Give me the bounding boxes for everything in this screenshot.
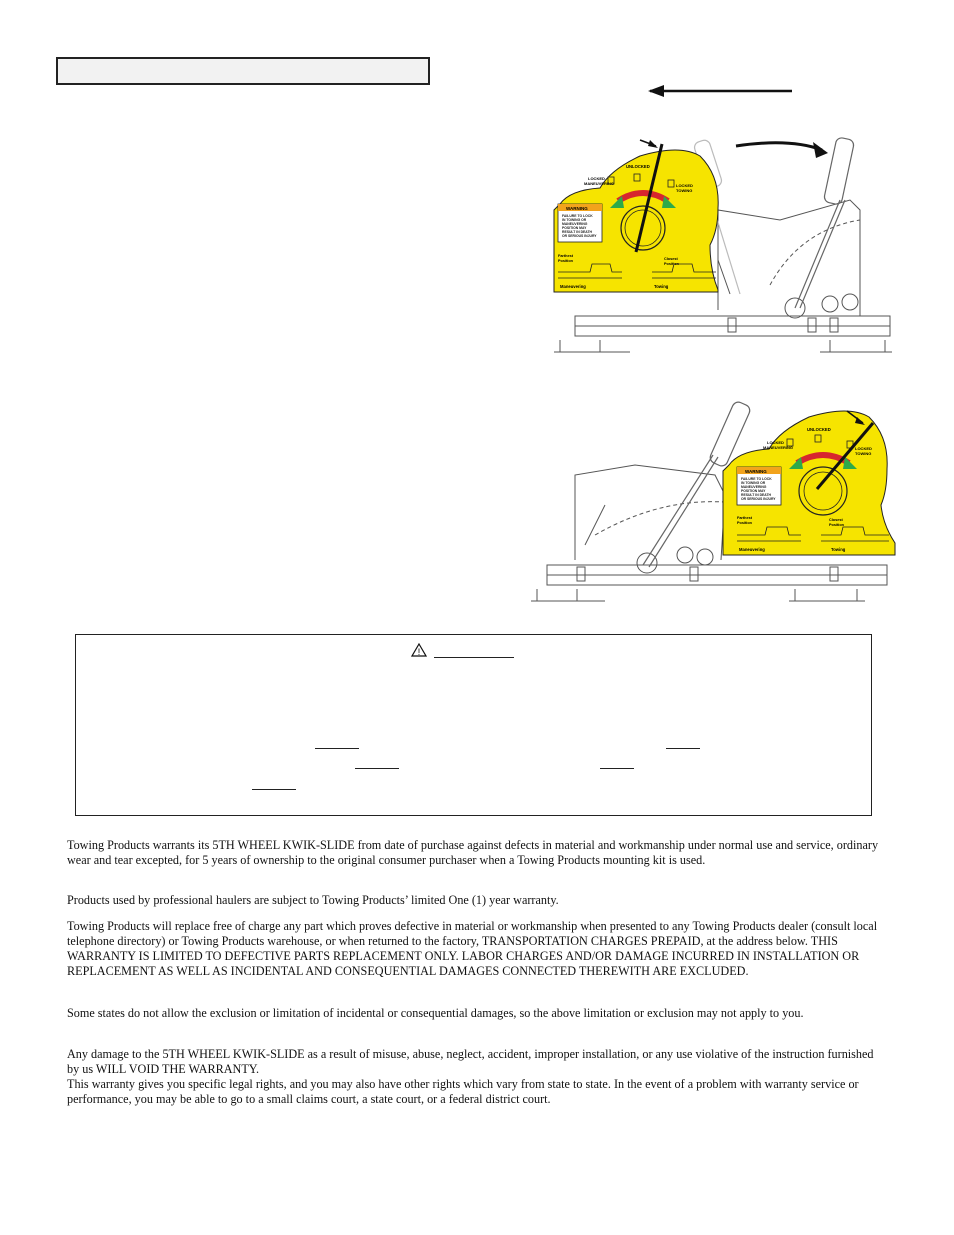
decal-locked-towing: TOWING	[676, 188, 693, 193]
decal-locked-towing: TOWING	[855, 451, 872, 456]
decal-locked-maneuvering: MANEUVERING	[584, 181, 615, 186]
decal-closest: Closest	[829, 518, 843, 522]
decal-closest: Position	[664, 262, 679, 266]
decal-locked-maneuvering: LOCKED	[588, 176, 605, 181]
decal-locked-maneuvering: MANEUVERING	[763, 445, 794, 450]
decal-warning-label: WARNING	[566, 206, 588, 211]
figure-maneuvering-position	[525, 395, 905, 615]
decal-warning-line: MANEUVERING	[741, 485, 767, 489]
warranty-paragraph: Products used by professional haulers are subject to Towing Products’ limited One (1) year warranty.	[67, 893, 559, 907]
decal-farthest: Position	[558, 259, 573, 263]
warranty-paragraph: Towing Products warrants its 5TH WHEEL KWIK-SLIDE from date of purchase against defects in material and workmanship under normal use and service, ordinary wear and tear excepted, for 5 years of ownership to the original consumer purchaser when a Towing Products mounting kit is used.	[67, 838, 879, 867]
decal-warning-line: RESULT IN DEATH	[562, 230, 593, 234]
decal-closest: Closest	[664, 257, 678, 261]
warranty-paragraph: This warranty gives you specific legal rights, and you may also have other rights which vary from state to state. In the event of a problem with warranty service or performance, you may be able to go to a small claims court, a state court, or a federal district court.	[67, 1077, 859, 1106]
warning-triangle-icon	[411, 643, 427, 657]
warranty-paragraph: Towing Products will replace free of charge any part which proves defective in material or workmanship when presented to any Towing Products dealer (consult local telephone directory) or Towing Products warehouse, or when returned to the factory, TRANSPORTATION CHARGES PREPAID, at the address below. THIS WARRANTY IS LIMITED TO DEFECTIVE PARTS REPLACEMENT ONLY. LABOR CHARGES AND/OR DAMAGE INCURRED IN INSTALLATION OR REPLACEMENT AS WELL AS INCIDENTAL AND CONSEQUENTIAL DAMAGES CONNECTED THEREWITH ARE EXCLUDED.	[67, 919, 878, 978]
decal-maneuvering: Maneuvering	[739, 547, 765, 552]
decal-warning-line: IN TOWING OR	[562, 218, 587, 222]
decal-locked-maneuvering: LOCKED	[767, 440, 784, 445]
decal-warning-line: OR SERIOUS INJURY	[741, 497, 776, 501]
decal-unlocked: UNLOCKED	[626, 164, 650, 169]
decal-maneuvering: Maneuvering	[560, 284, 586, 289]
decal-position-label	[554, 140, 718, 292]
underline-mark	[666, 748, 700, 749]
decal-warning-line: IN TOWING OR	[741, 481, 766, 485]
decal-towing: Towing	[831, 547, 846, 552]
warning-box	[75, 634, 872, 816]
underline-mark	[315, 748, 359, 749]
decal-locked-towing: LOCKED	[855, 446, 872, 451]
warning-heading-underline	[434, 657, 514, 658]
decal-locked-towing: LOCKED	[676, 183, 693, 188]
section-header-box	[56, 57, 430, 85]
decal-unlocked: UNLOCKED	[807, 427, 831, 432]
underline-mark	[355, 768, 399, 769]
direction-arrow-left	[648, 85, 792, 97]
decal-warning-label: WARNING	[745, 469, 767, 474]
svg-text:!: !	[417, 646, 421, 657]
decal-position-label	[723, 411, 895, 555]
decal-warning-line: OR SERIOUS INJURY	[562, 234, 597, 238]
curved-arrow-right	[736, 142, 828, 158]
decal-closest: Position	[829, 523, 844, 527]
warranty-paragraph: Any damage to the 5TH WHEEL KWIK-SLIDE as a result of misuse, abuse, neglect, accident, improper installation, or any use violative of the instruction furnished by us WILL VOID THE WARRANTY.	[67, 1047, 874, 1076]
warning-heading	[411, 641, 427, 657]
decal-warning-line: POSITION MAY	[741, 489, 766, 493]
decal-warning-line: RESULT IN DEATH	[741, 493, 772, 497]
decal-farthest: Farthest	[737, 516, 752, 520]
warranty-paragraph: Some states do not allow the exclusion or limitation of incidental or consequential damages, so the above limitation or exclusion may not apply to you.	[67, 1006, 804, 1020]
decal-warning-line: POSITION MAY	[562, 226, 587, 230]
decal-warning-line: FAILURE TO LOCK	[562, 214, 593, 218]
decal-towing: Towing	[654, 284, 669, 289]
decal-farthest: Position	[737, 521, 752, 525]
underline-mark	[252, 789, 296, 790]
decal-warning-line: FAILURE TO LOCK	[741, 477, 772, 481]
decal-farthest: Farthest	[558, 254, 573, 258]
underline-mark	[600, 768, 634, 769]
decal-warning-line: MANEUVERING	[562, 222, 588, 226]
figure-towing-position	[540, 80, 900, 360]
